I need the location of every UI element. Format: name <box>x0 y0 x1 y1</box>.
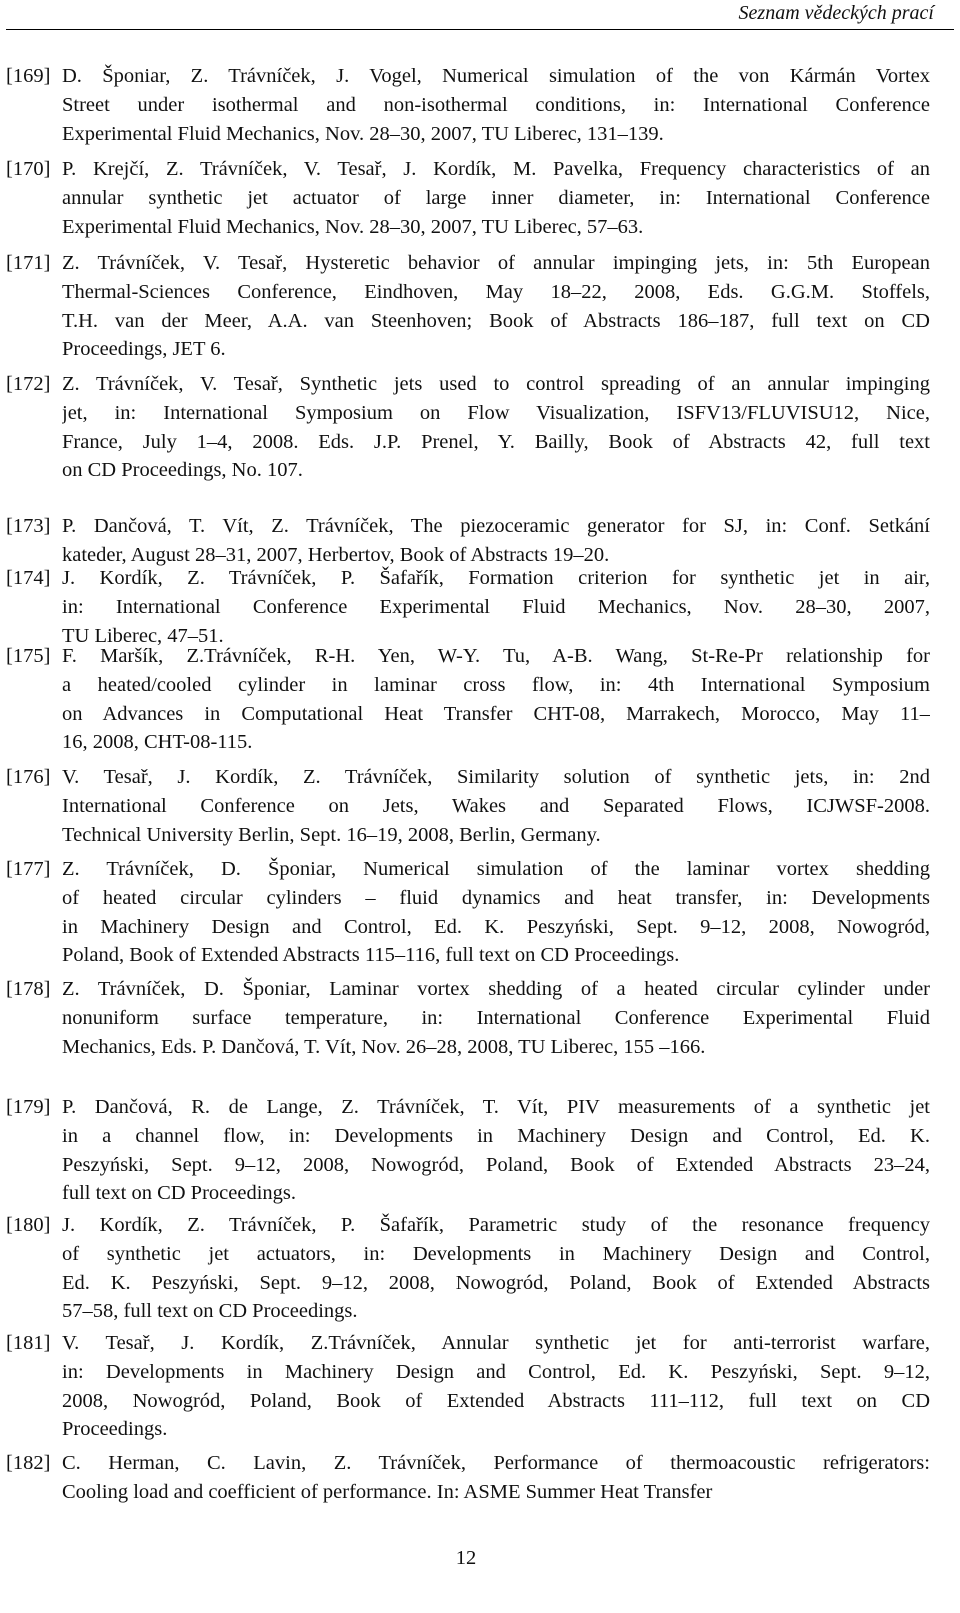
reference-line: Z. Trávníček, V. Tesař, Hysteretic behavior of annular impinging jets, in: 5th European <box>62 252 930 274</box>
reference-line: Peszyński, Sept. 9–12, 2008, Nowogród, Poland, Book of Extended Abstracts 23–24, <box>62 1153 930 1176</box>
reference-number: [182] <box>6 1452 51 1474</box>
reference-line: full text on CD Proceedings. <box>62 1182 297 1205</box>
reference-number: [175] <box>6 645 51 667</box>
reference-line: Z. Trávníček, D. Šponiar, Laminar vortex shedding of a heated circular cylinder under <box>62 978 930 1000</box>
reference-line: Poland, Book of Extended Abstracts 115–116, full text on CD Proceedings. <box>62 944 680 967</box>
reference-line: jet, in: International Symposium on Flow Visualization, ISFV13/FLUVISU12, Nice, <box>62 401 930 424</box>
reference-line: V. Tesař, J. Kordík, Z.Trávníček, Annular synthetic jet for anti-terrorist warfare, <box>62 1332 930 1354</box>
reference-line: P. Dančová, T. Vít, Z. Trávníček, The piezoceramic generator for SJ, in: Conf. Setkání <box>62 515 930 537</box>
reference-line: Experimental Fluid Mechanics, Nov. 28–30, 2007, TU Liberec, 57–63. <box>62 215 644 238</box>
reference-line: of synthetic jet actuators, in: Developments in Machinery Design and Control, <box>62 1242 930 1265</box>
reference-line: V. Tesař, J. Kordík, Z. Trávníček, Similarity solution of synthetic jets, in: 2nd <box>62 766 930 788</box>
reference-line: annular synthetic jet actuator of large inner diameter, in: International Conference <box>62 186 930 209</box>
reference-line: nonuniform surface temperature, in: International Conference Experimental Fluid <box>62 1006 930 1029</box>
reference-line: 16, 2008, CHT-08-115. <box>62 731 253 754</box>
reference-number: [179] <box>6 1096 51 1118</box>
reference-line: Proceedings, JET 6. <box>62 338 226 361</box>
reference-line: T.H. van der Meer, A.A. van Steenhoven; Book of Abstracts 186–187, full text on CD <box>62 309 930 332</box>
reference-line: in Machinery Design and Control, Ed. K. Peszyński, Sept. 9–12, 2008, Nowogród, <box>62 915 930 938</box>
reference-line: J. Kordík, Z. Trávníček, P. Šafařík, Parametric study of the resonance frequency <box>62 1214 930 1236</box>
reference-line: kateder, August 28–31, 2007, Herbertov, Book of Abstracts 19–20. <box>62 543 610 566</box>
reference-number: [170] <box>6 158 51 180</box>
reference-number: [169] <box>6 65 51 87</box>
reference-number: [178] <box>6 978 51 1000</box>
reference-number: [171] <box>6 252 51 274</box>
reference-number: [174] <box>6 567 51 589</box>
reference-line: D. Šponiar, Z. Trávníček, J. Vogel, Numerical simulation of the von Kármán Vortex <box>62 65 930 87</box>
reference-line: J. Kordík, Z. Trávníček, P. Šafařík, Formation criterion for synthetic jet in air, <box>62 567 930 589</box>
reference-line: P. Dančová, R. de Lange, Z. Trávníček, T. Vít, PIV measurements of a synthetic jet <box>62 1096 930 1118</box>
reference-line: on Advances in Computational Heat Transfer CHT-08, Marrakech, Morocco, May 11– <box>62 702 930 725</box>
reference-number: [176] <box>6 766 51 788</box>
reference-line: 2008, Nowogród, Poland, Book of Extended Abstracts 111–112, full text on CD <box>62 1389 930 1412</box>
reference-line: 57–58, full text on CD Proceedings. <box>62 1300 358 1323</box>
reference-number: [177] <box>6 858 51 880</box>
reference-number: [173] <box>6 515 51 537</box>
reference-line: of heated circular cylinders – fluid dynamics and heat transfer, in: Developments <box>62 886 930 909</box>
reference-number: [181] <box>6 1332 51 1354</box>
reference-line: International Conference on Jets, Wakes and Separated Flows, ICJWSF-2008. <box>62 794 930 817</box>
reference-line: Street under isothermal and non-isothermal conditions, in: International Conference <box>62 93 930 116</box>
reference-number: [172] <box>6 373 51 395</box>
reference-line: P. Krejčí, Z. Trávníček, V. Tesař, J. Kordík, M. Pavelka, Frequency characteristics of an <box>62 158 930 180</box>
reference-line: on CD Proceedings, No. 107. <box>62 459 303 482</box>
reference-line: Thermal-Sciences Conference, Eindhoven, May 18–22, 2008, Eds. G.G.M. Stoffels, <box>62 280 930 303</box>
running-header-title: Seznam vědeckých prací <box>738 2 934 24</box>
page-number: 12 <box>455 1547 477 1569</box>
reference-line: Technical University Berlin, Sept. 16–19, 2008, Berlin, Germany. <box>62 823 601 846</box>
reference-number: [180] <box>6 1214 51 1236</box>
reference-line: Cooling load and coefficient of performance. In: ASME Summer Heat Transfer <box>62 1480 713 1503</box>
reference-line: C. Herman, C. Lavin, Z. Trávníček, Performance of thermoacoustic refrigerators: <box>62 1452 930 1474</box>
reference-line: Z. Trávníček, V. Tesař, Synthetic jets used to control spreading of an annular impinging <box>62 373 930 395</box>
reference-line: in a channel flow, in: Developments in Machinery Design and Control, Ed. K. <box>62 1124 930 1147</box>
reference-line: Proceedings. <box>62 1418 168 1441</box>
reference-line: in: Developments in Machinery Design and Control, Ed. K. Peszyński, Sept. 9–12, <box>62 1360 930 1383</box>
reference-line: Z. Trávníček, D. Šponiar, Numerical simulation of the laminar vortex shedding <box>62 858 930 880</box>
reference-line: Ed. K. Peszyński, Sept. 9–12, 2008, Nowogród, Poland, Book of Extended Abstracts <box>62 1271 930 1294</box>
reference-line: Mechanics, Eds. P. Dančová, T. Vít, Nov. 26–28, 2008, TU Liberec, 155 –166. <box>62 1035 706 1058</box>
reference-line: a heated/cooled cylinder in laminar cross flow, in: 4th International Symposium <box>62 673 930 696</box>
reference-line: in: International Conference Experimental Fluid Mechanics, Nov. 28–30, 2007, <box>62 595 930 618</box>
reference-line: Experimental Fluid Mechanics, Nov. 28–30, 2007, TU Liberec, 131–139. <box>62 122 664 145</box>
reference-line: TU Liberec, 47–51. <box>62 624 224 647</box>
reference-line: F. Maršík, Z.Trávníček, R-H. Yen, W-Y. Tu, A-B. Wang, St-Re-Pr relationship for <box>62 645 930 667</box>
reference-line: France, July 1–4, 2008. Eds. J.P. Prenel, Y. Bailly, Book of Abstracts 42, full text <box>62 430 930 453</box>
